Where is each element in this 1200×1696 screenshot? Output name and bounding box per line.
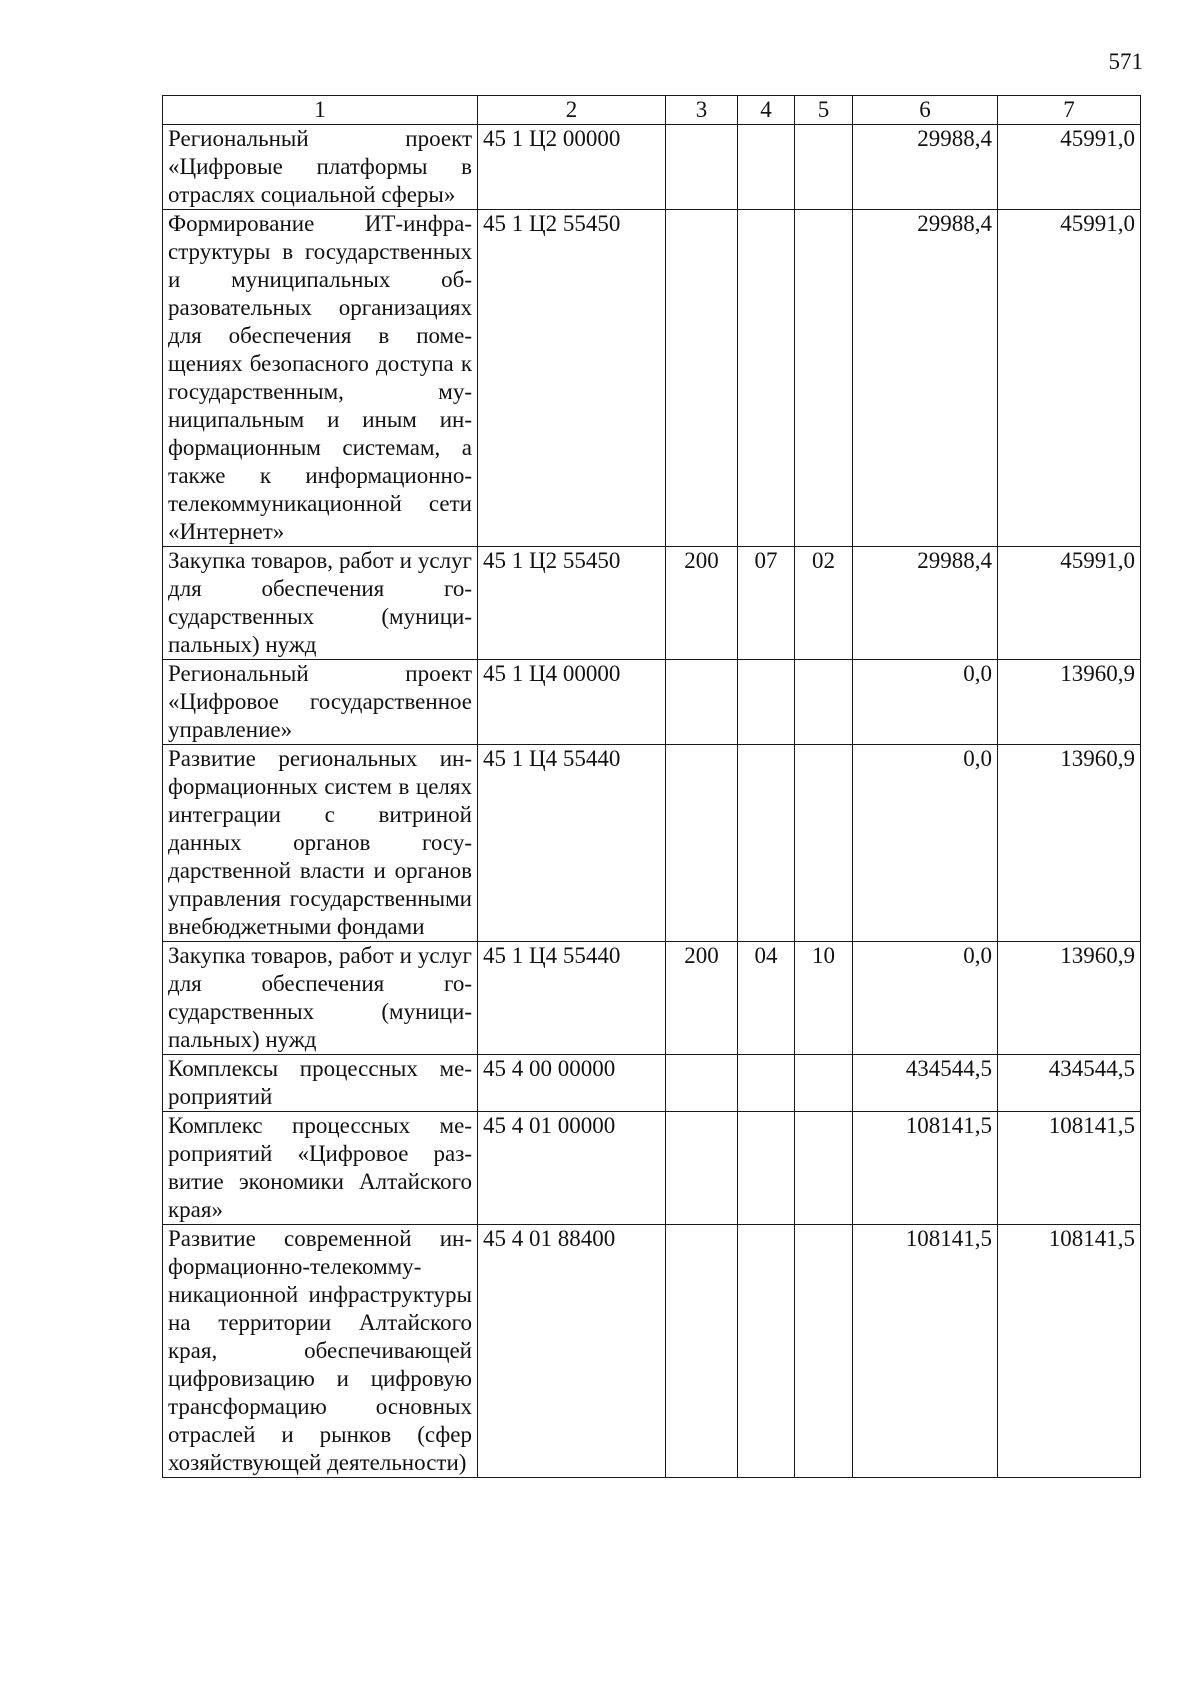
row-col7-value: 108141,5 [998,1225,1141,1478]
row-name-cell: Комплекс процессных мероприятий «Цифровое развитие экономики Алтайского края» [163,1112,478,1225]
budget-table [162,95,1141,1478]
row-col3-cell: 200 [666,942,738,1055]
table-row [163,547,1141,660]
row-name-cell: Развитие современной информационно-телекоммуникационной инфраструктуры на территории Алтайского края, обеспечивающей цифровизацию и цифровую трансформацию основных отраслей и рынков (сфер хозяйствующей деятельности) [163,1225,478,1478]
column-header-7: 7 [998,96,1141,125]
row-col7-value: 13960,9 [998,745,1141,942]
table-header [163,96,1141,125]
row-col6-value: 434544,5 [853,1055,998,1112]
table-row [163,660,1141,745]
row-code-cell: 45 1 Ц4 00000 [478,660,666,745]
row-col5-cell [795,125,853,210]
row-col3-cell [666,745,738,942]
row-col3-cell [666,1055,738,1112]
row-col4-cell: 04 [738,942,795,1055]
row-name-cell: Развитие региональных информационных систем в целях интеграции с витриной данных органов государственной власти и органов управления государственными внебюджетными фондами [163,745,478,942]
row-col4-cell [738,210,795,547]
table-row [163,210,1141,547]
row-col6-value: 29988,4 [853,547,998,660]
row-col7-value: 45991,0 [998,210,1141,547]
table-row [163,125,1141,210]
row-col4-cell: 07 [738,547,795,660]
row-col3-cell [666,660,738,745]
row-col5-cell [795,745,853,942]
row-col5-cell [795,1225,853,1478]
row-col4-cell [738,660,795,745]
table-body [163,125,1141,1478]
row-col3-cell [666,125,738,210]
row-name-cell: Формирование ИТ-инфраструктуры в государственных и муниципальных образовательных организациях для обеспечения в помещениях безопасного доступа к государственным, муниципальным и иным информационным системам, а также к информационно-телекоммуникационной сети «Интернет» [163,210,478,547]
row-col4-cell [738,1225,795,1478]
table-row [163,1225,1141,1478]
column-header-1: 1 [163,96,478,125]
row-col7-value: 108141,5 [998,1112,1141,1225]
row-name-cell: Закупка товаров, работ и услуг для обеспечения государственных (муниципальных) нужд [163,547,478,660]
row-col3-cell [666,210,738,547]
row-col5-cell [795,660,853,745]
table-row [163,1055,1141,1112]
row-code-cell: 45 4 00 00000 [478,1055,666,1112]
header-row [163,96,1141,125]
row-col4-cell [738,745,795,942]
row-code-cell: 45 1 Ц4 55440 [478,942,666,1055]
table-row [163,745,1141,942]
row-col6-value: 0,0 [853,745,998,942]
column-header-6: 6 [853,96,998,125]
row-name-cell: Комплексы процессных мероприятий [163,1055,478,1112]
row-name-cell: Региональный проект «Цифровые платформы в отраслях социальной сферы» [163,125,478,210]
page-number: 571 [1108,49,1143,74]
row-col5-cell: 02 [795,547,853,660]
row-col6-value: 0,0 [853,660,998,745]
column-header-5: 5 [795,96,853,125]
row-col3-cell [666,1112,738,1225]
row-col4-cell [738,1055,795,1112]
row-code-cell: 45 4 01 88400 [478,1225,666,1478]
row-code-cell: 45 1 Ц4 55440 [478,745,666,942]
table-row [163,942,1141,1055]
row-col6-value: 108141,5 [853,1112,998,1225]
column-header-2: 2 [478,96,666,125]
row-col6-value: 29988,4 [853,125,998,210]
row-name-cell: Региональный проект «Цифровое государственное управление» [163,660,478,745]
row-col6-value: 0,0 [853,942,998,1055]
row-code-cell: 45 1 Ц2 55450 [478,210,666,547]
row-code-cell: 45 1 Ц2 55450 [478,547,666,660]
row-code-cell: 45 4 01 00000 [478,1112,666,1225]
row-col6-value: 108141,5 [853,1225,998,1478]
row-col6-value: 29988,4 [853,210,998,547]
row-col4-cell [738,1112,795,1225]
row-col7-value: 45991,0 [998,547,1141,660]
row-col7-value: 45991,0 [998,125,1141,210]
row-col5-cell [795,1112,853,1225]
table-row [163,1112,1141,1225]
row-col7-value: 434544,5 [998,1055,1141,1112]
row-col5-cell [795,1055,853,1112]
row-col7-value: 13960,9 [998,660,1141,745]
row-col7-value: 13960,9 [998,942,1141,1055]
row-col4-cell [738,125,795,210]
column-header-3: 3 [666,96,738,125]
column-header-4: 4 [738,96,795,125]
row-col5-cell: 10 [795,942,853,1055]
row-col3-cell [666,1225,738,1478]
row-name-cell: Закупка товаров, работ и услуг для обеспечения государственных (муниципальных) нужд [163,942,478,1055]
row-col3-cell: 200 [666,547,738,660]
row-code-cell: 45 1 Ц2 00000 [478,125,666,210]
row-col5-cell [795,210,853,547]
